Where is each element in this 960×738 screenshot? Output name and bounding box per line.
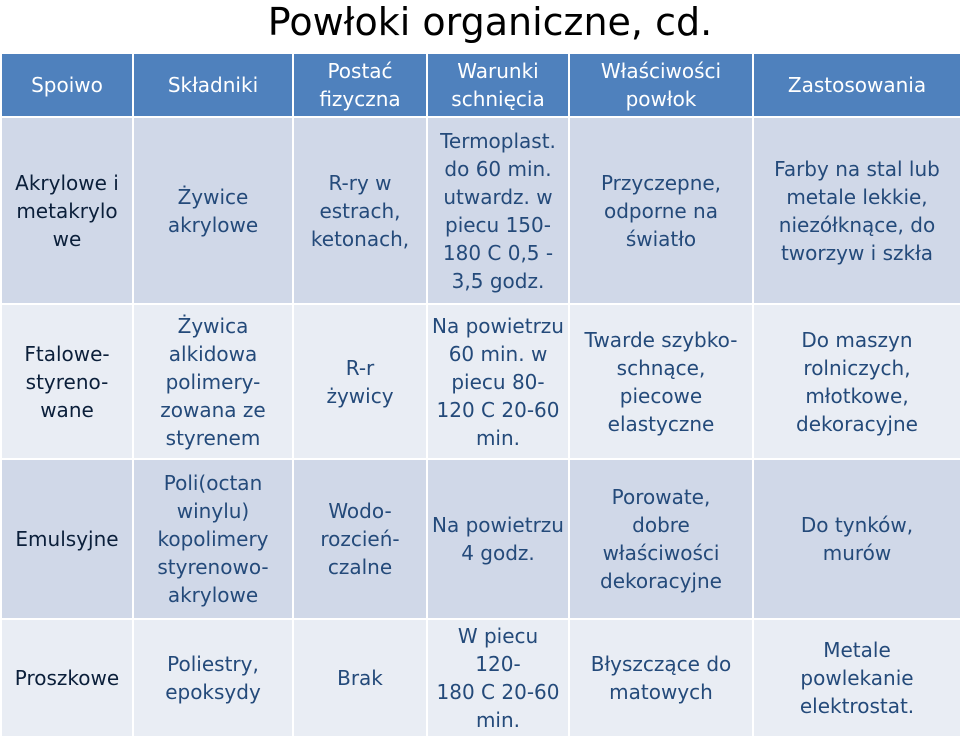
table-cell: Żywice akrylowe: [133, 117, 293, 304]
header-postac-fizyczna: Postać fizyczna: [293, 53, 427, 117]
header-warunki-schniecia: Warunki schnięcia: [427, 53, 569, 117]
table-cell: Emulsyjne: [1, 459, 133, 619]
table-cell: Przyczepne, odporne na światło: [569, 117, 753, 304]
table-cell: Ftalowe- styreno- wane: [1, 304, 133, 459]
header-skladniki: Składniki: [133, 53, 293, 117]
header-zastosowania: Zastosowania: [753, 53, 960, 117]
table-cell: R-ry w estrach, ketonach,: [293, 117, 427, 304]
table-cell: Proszkowe: [1, 619, 133, 737]
table-cell: R-r żywicy: [293, 304, 427, 459]
slide-title: Powłoki organiczne, cd.: [267, 0, 713, 44]
table-cell: Błyszczące do matowych: [569, 619, 753, 737]
table-cell: Farby na stal lub metale lekkie, niezółknące, do tworzyw i szkła: [753, 117, 960, 304]
table-cell: Porowate, dobre właściwości dekoracyjne: [569, 459, 753, 619]
table-cell: Wodo- rozcień- czalne: [293, 459, 427, 619]
table-cell: Na powietrzu 60 min. w piecu 80- 120 C 20-60 min.: [427, 304, 569, 459]
coatings-table: [0, 52, 960, 738]
table-row: [1, 304, 960, 459]
table-cell: Metale powlekanie elektrostat.: [753, 619, 960, 737]
table-cell: Do maszyn rolniczych, młotkowe, dekoracyjne: [753, 304, 960, 459]
table-cell: Poliestry, epoksydy: [133, 619, 293, 737]
table-cell: Do tynków, murów: [753, 459, 960, 619]
header-spoiwo: Spoiwo: [1, 53, 133, 117]
table-cell: W piecu 120- 180 C 20-60 min.: [427, 619, 569, 737]
table-cell: Brak: [293, 619, 427, 737]
table-row: [1, 117, 960, 304]
header-row: [1, 53, 960, 117]
header-wlasciwosci-powlok: Właściwości powłok: [569, 53, 753, 117]
table-cell: Akrylowe i metakrylo we: [1, 117, 133, 304]
table-row: [1, 459, 960, 619]
table-cell: Twarde szybko- schnące, piecowe elastyczne: [569, 304, 753, 459]
table-cell: Poli(octan winylu) kopolimery styrenowo- akrylowe: [133, 459, 293, 619]
table-cell: Termoplast. do 60 min. utwardz. w piecu 150- 180 C 0,5 - 3,5 godz.: [427, 117, 569, 304]
table-cell: Na powietrzu 4 godz.: [427, 459, 569, 619]
table-cell: Żywica alkidowa polimery- zowana ze styrenem: [133, 304, 293, 459]
table-row: [1, 619, 960, 737]
